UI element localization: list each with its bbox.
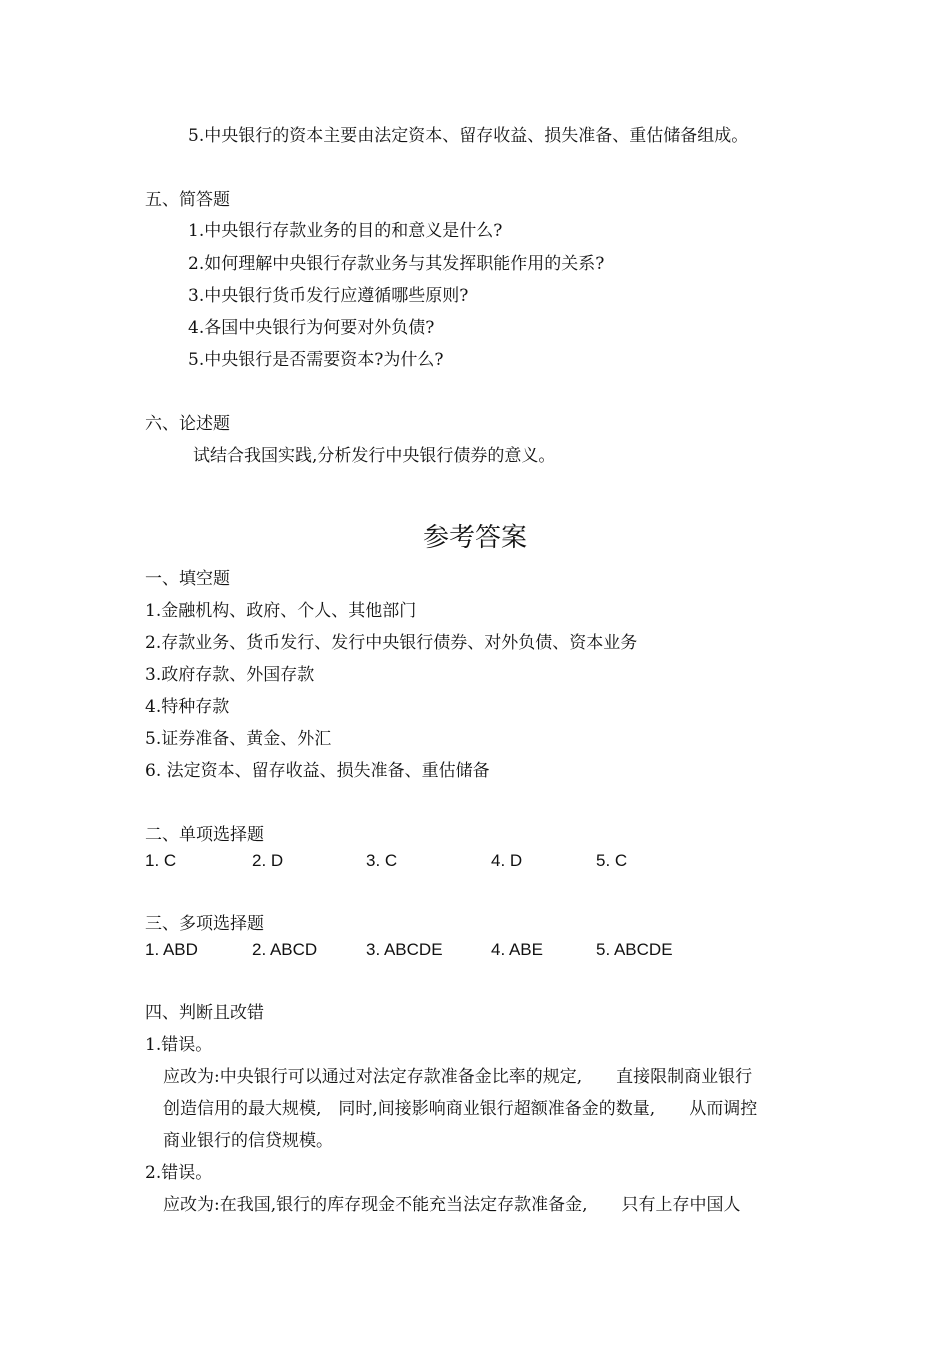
fill-blank-answer: 3.政府存款、外国存款 bbox=[145, 665, 315, 685]
essay-question: 试结合我国实践,分析发行中央银行债券的意义。 bbox=[193, 446, 556, 466]
single-choice-answer: 4. D bbox=[491, 851, 523, 870]
mc-question-5: 5.中央银行的资本主要由法定资本、留存收益、损失准备、重估储备组成。 bbox=[188, 126, 749, 146]
single-choice-answer: 1. C bbox=[145, 851, 177, 870]
fill-blank-answer: 2.存款业务、货币发行、发行中央银行债券、对外负债、资本业务 bbox=[145, 633, 638, 653]
short-answer-item: 1.中央银行存款业务的目的和意义是什么? bbox=[188, 221, 503, 241]
multiple-choice-answer: 1. ABD bbox=[145, 940, 198, 959]
correction-text: 应改为:在我国,银行的库存现金不能充当法定存款准备金, 只有上存中国人 bbox=[163, 1195, 741, 1215]
true-false-answer-1: 1.错误。 bbox=[145, 1035, 213, 1055]
multiple-choice-answer: 4. ABE bbox=[491, 940, 543, 959]
true-false-heading: 四、判断且改错 bbox=[145, 1003, 264, 1023]
short-answer-item: 5.中央银行是否需要资本?为什么? bbox=[188, 350, 444, 370]
short-answer-heading: 五、简答题 bbox=[145, 190, 230, 210]
fill-blank-answer: 4.特种存款 bbox=[145, 697, 230, 717]
correction-text: 应改为:中央银行可以通过对法定存款准备金比率的规定, 直接限制商业银行 bbox=[163, 1067, 753, 1087]
single-choice-heading: 二、单项选择题 bbox=[145, 825, 264, 845]
multiple-choice-heading: 三、多项选择题 bbox=[145, 914, 264, 934]
fill-blank-answer: 6. 法定资本、留存收益、损失准备、重估储备 bbox=[145, 761, 490, 781]
fill-blank-answer: 1.金融机构、政府、个人、其他部门 bbox=[145, 601, 417, 621]
fill-blank-heading: 一、填空题 bbox=[145, 569, 230, 589]
multiple-choice-answer: 2. ABCD bbox=[252, 940, 318, 959]
short-answer-item: 3.中央银行货币发行应遵循哪些原则? bbox=[188, 286, 469, 306]
multiple-choice-answer: 3. ABCDE bbox=[366, 940, 443, 959]
correction-text: 商业银行的信贷规模。 bbox=[163, 1131, 333, 1151]
fill-blank-answer: 5.证券准备、黄金、外汇 bbox=[145, 729, 332, 749]
true-false-answer-2: 2.错误。 bbox=[145, 1163, 213, 1183]
short-answer-item: 4.各国中央银行为何要对外负债? bbox=[188, 318, 435, 338]
correction-text: 创造信用的最大规模, 同时,间接影响商业银行超额准备金的数量, 从而调控 bbox=[163, 1099, 758, 1119]
single-choice-answer: 3. C bbox=[366, 851, 398, 870]
multiple-choice-answer: 5. ABCDE bbox=[596, 940, 673, 959]
single-choice-answer: 2. D bbox=[252, 851, 284, 870]
answers-title: 参考答案 bbox=[422, 523, 527, 553]
single-choice-answer: 5. C bbox=[596, 851, 628, 870]
short-answer-item: 2.如何理解中央银行存款业务与其发挥职能作用的关系? bbox=[188, 254, 605, 274]
essay-heading: 六、论述题 bbox=[145, 414, 230, 434]
